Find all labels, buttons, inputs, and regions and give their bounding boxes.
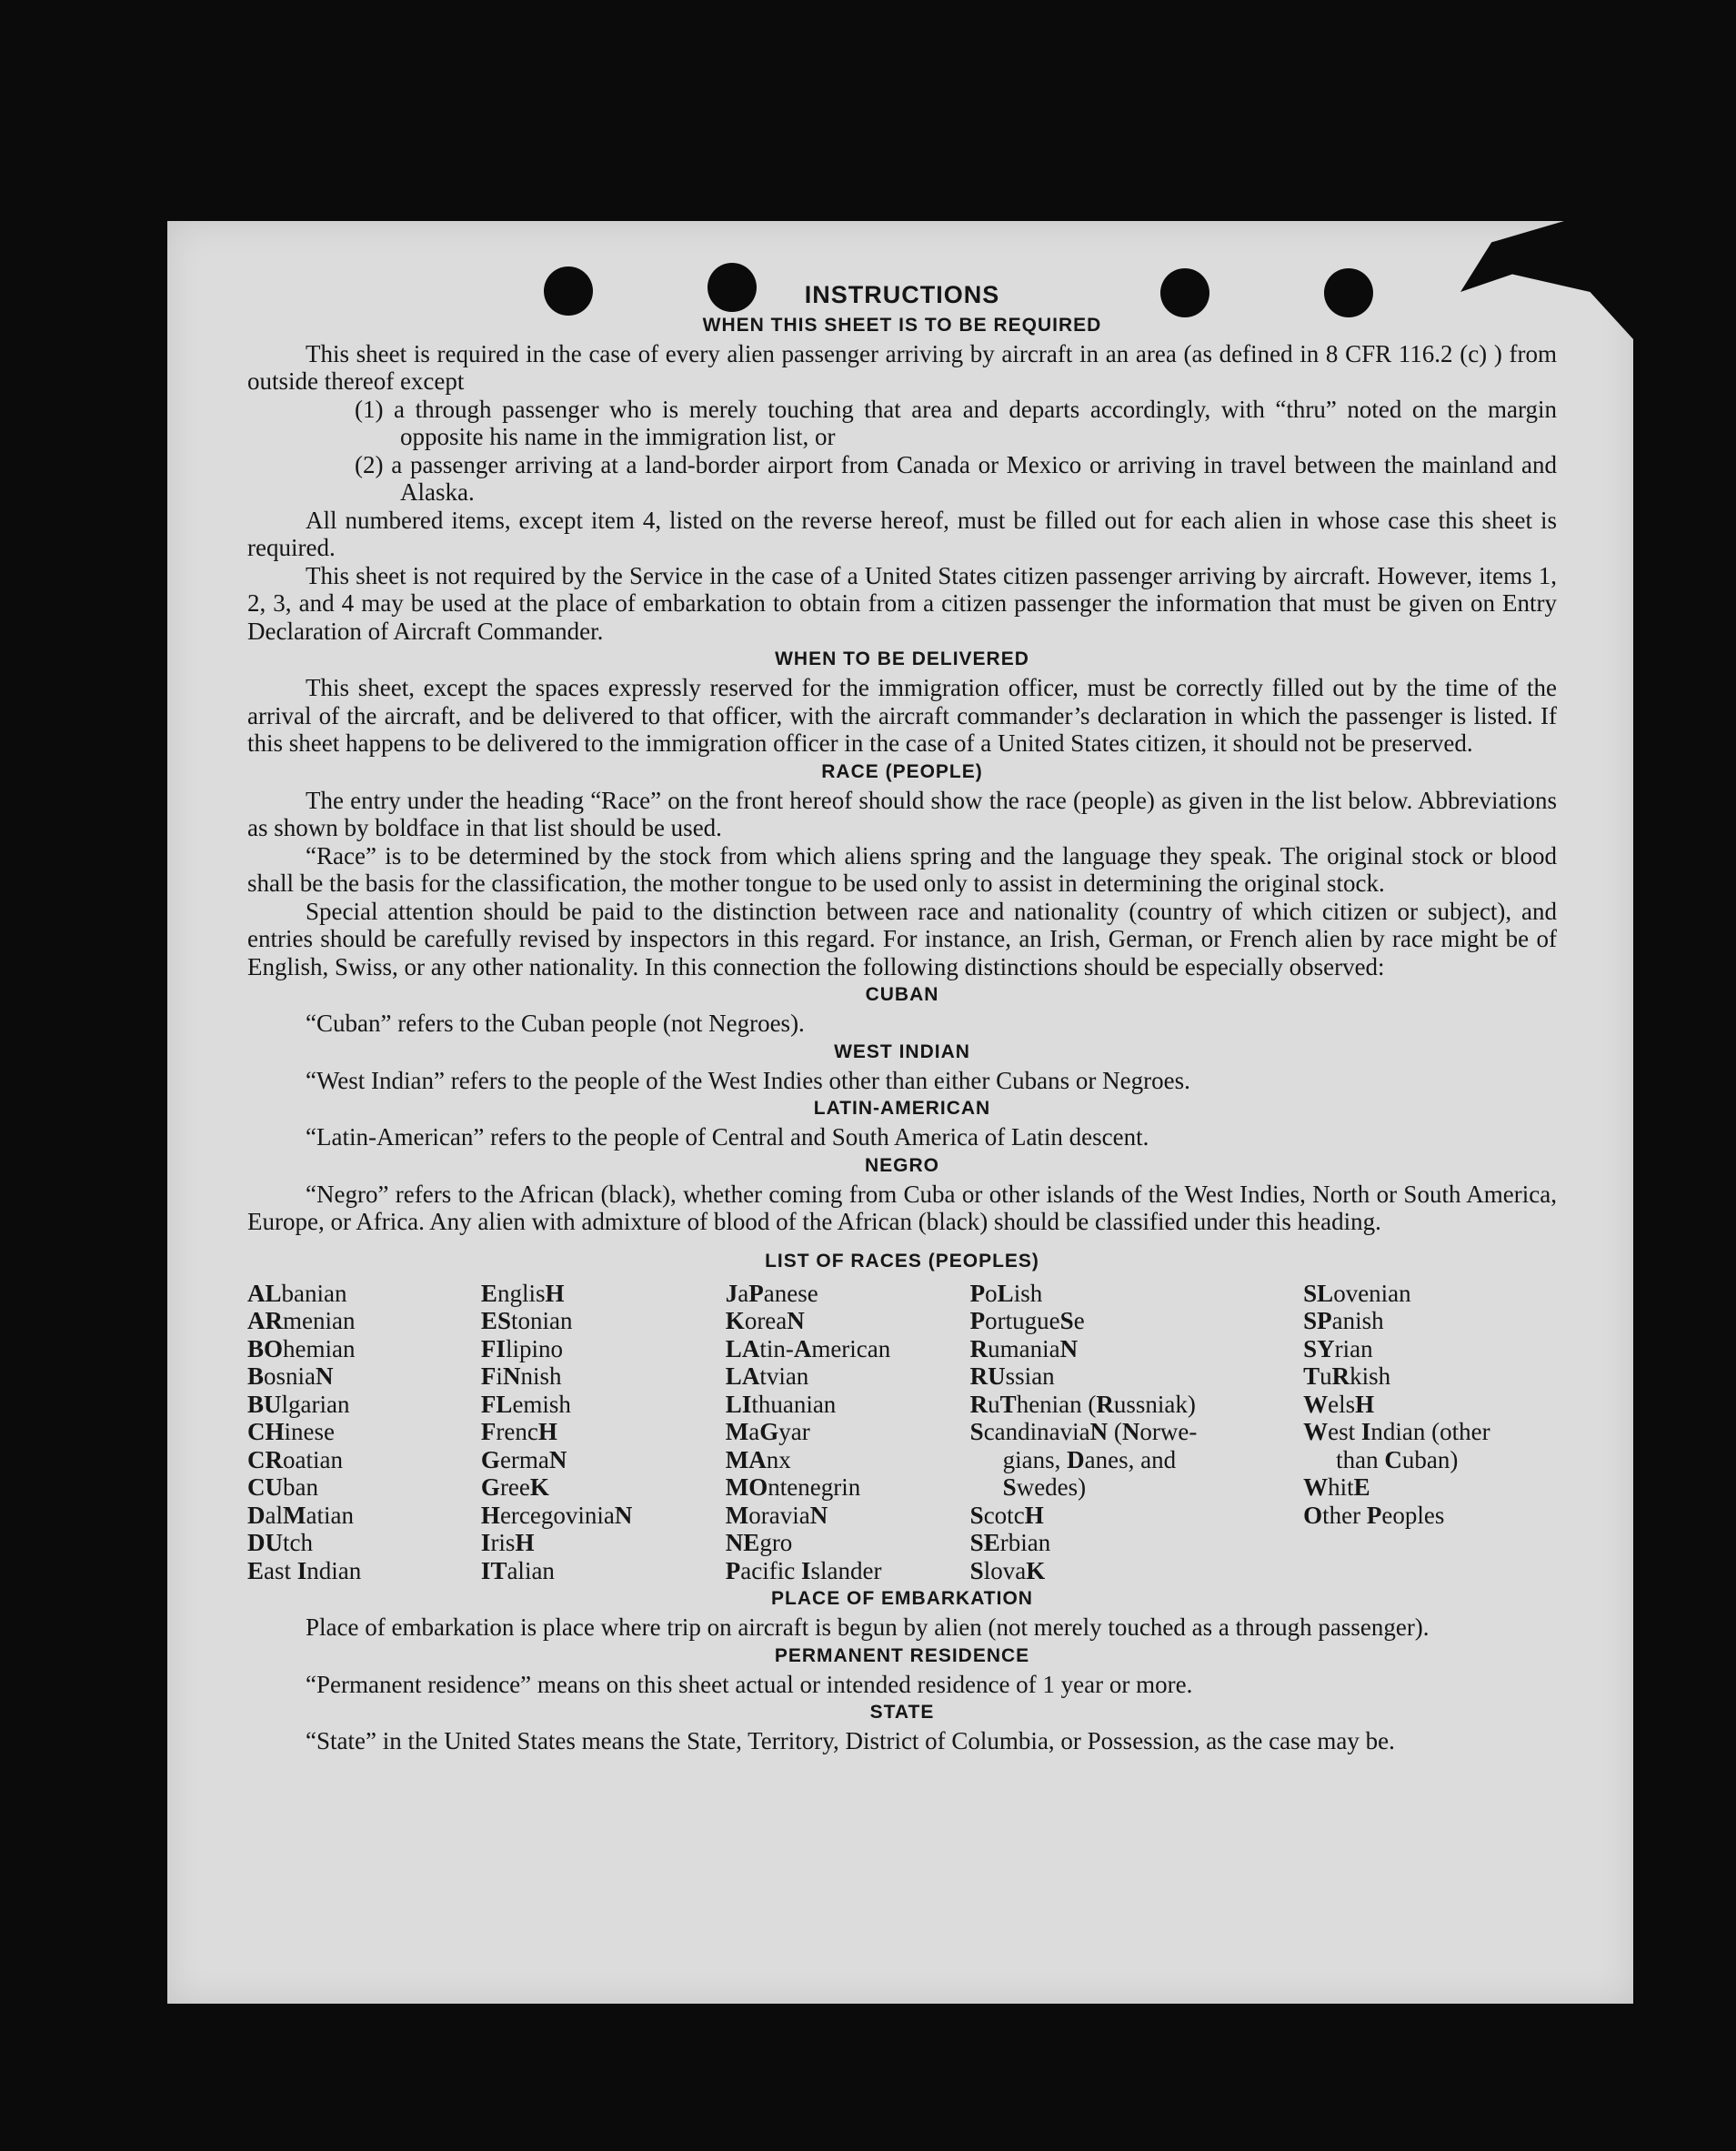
document-page: [167, 221, 1633, 2004]
para-negro: “Negro” refers to the African (black), whether coming from Cuba or other islands of the West Indies, North or South America, Europe, or Africa. Any alien with admixture of blood of the African (black) should be classified under this heading.: [247, 1180, 1557, 1235]
race-entry: SYrian: [1303, 1334, 1373, 1362]
race-entry: MAnx: [725, 1445, 791, 1473]
race-entry: SErbian: [969, 1529, 1051, 1556]
race-entry: FLemish: [480, 1390, 571, 1418]
race-entry: LAtin-American: [725, 1334, 891, 1362]
race-entry: LAtvian: [725, 1362, 809, 1390]
page-title: INSTRUCTIONS: [804, 281, 1000, 308]
race-entry: SPanish: [1303, 1307, 1384, 1334]
race-entry: KoreaN: [725, 1307, 805, 1334]
races-column-5: [1303, 1280, 1557, 1585]
races-list: [247, 1280, 1557, 1585]
race-entry: FrencH: [480, 1418, 557, 1445]
race-entry: BosniaN: [247, 1362, 334, 1390]
para-west-indian: “West Indian” refers to the people of the West Indies other than either Cubans or Negroes.: [306, 1066, 1190, 1094]
para-numbered-items: All numbered items, except item 4, listed on the reverse hereof, must be filled out for each alien in whose case this sheet is required.: [247, 506, 1557, 561]
race-entry: MaGyar: [725, 1418, 810, 1445]
race-entry: DUtch: [247, 1529, 313, 1556]
race-entry: than Cuban): [1336, 1445, 1459, 1473]
instructions-body: [247, 281, 1557, 1755]
race-entry: Swedes): [1002, 1473, 1087, 1501]
race-entry: ScandinaviaN (Norwe-: [969, 1418, 1198, 1445]
race-entry: BOhemian: [247, 1334, 356, 1362]
race-entry: LIthuanian: [725, 1390, 837, 1418]
race-entry: FiNnish: [480, 1362, 562, 1390]
race-entry: Pacific Islander: [725, 1556, 882, 1584]
race-entry: TuRkish: [1303, 1362, 1391, 1390]
race-entry: RuThenian (Russniak): [969, 1390, 1196, 1418]
heading-residence: PERMANENT RESIDENCE: [774, 1644, 1030, 1666]
race-entry: MoraviaN: [725, 1501, 828, 1529]
race-entry: PortugueSe: [969, 1307, 1085, 1334]
race-entry: West Indian (other: [1303, 1418, 1490, 1445]
para-residence: “Permanent residence” means on this sheet actual or intended residence of 1 year or more.: [306, 1670, 1193, 1698]
race-entry: HercegoviniaN: [480, 1501, 633, 1529]
para-race-3: Special attention should be paid to the distinction between race and nationality (country of which citizen or subject), and entries should be carefully revised by inspectors in this regard. For instance, an Irish, German, or French alien by race might be of English, Swiss, or any other nationality. In this connection the following distinctions should be especially observed:: [247, 897, 1557, 980]
race-entry: East Indian: [247, 1556, 362, 1584]
heading-cuban: CUBAN: [865, 984, 939, 1005]
heading-when-required: WHEN THIS SHEET IS TO BE REQUIRED: [702, 314, 1102, 336]
race-entry: ALbanian: [247, 1279, 347, 1307]
race-entry: GreeK: [480, 1473, 549, 1501]
race-entry: CUban: [247, 1473, 318, 1501]
race-entry: EStonian: [480, 1307, 573, 1334]
para-cuban: “Cuban” refers to the Cuban people (not Negroes).: [306, 1010, 805, 1037]
race-entry: MOntenegrin: [725, 1473, 861, 1501]
race-entry: EnglisH: [480, 1279, 565, 1307]
para-state: “State” in the United States means the State, Territory, District of Columbia, or Possession, as the case may be.: [306, 1727, 1395, 1754]
race-entry: RUssian: [969, 1362, 1055, 1390]
heading-latin-american: LATIN-AMERICAN: [813, 1098, 991, 1119]
race-entry: IrisH: [480, 1529, 535, 1556]
race-entry: WhitE: [1303, 1473, 1370, 1501]
race-entry: gians, Danes, and: [1002, 1445, 1177, 1473]
race-entry: FIlipino: [480, 1334, 563, 1362]
para-exception-1: (1) a through passenger who is merely touching that area and departs accordingly, with “thru” noted on the margin opposite his name in the immigration list, or: [355, 395, 1557, 450]
race-entry: ARmenian: [247, 1307, 356, 1334]
races-column-3: [726, 1280, 970, 1585]
heading-when-delivered: WHEN TO BE DELIVERED: [775, 648, 1029, 669]
heading-embarkation: PLACE OF EMBARKATION: [771, 1588, 1033, 1609]
race-entry: CHinese: [247, 1418, 335, 1445]
heading-state: STATE: [869, 1702, 935, 1723]
para-citizen: This sheet is not required by the Service in the case of a United States citizen passenger arriving by aircraft. However, items 1, 2, 3, and 4 may be used at the place of embarkation to obtain from a citizen passenger the information that must be given on Entry Declaration of Aircraft Commander.: [247, 561, 1557, 645]
race-entry: DalMatian: [247, 1501, 354, 1529]
race-entry: ITalian: [480, 1556, 555, 1584]
heading-west-indian: WEST INDIAN: [834, 1040, 970, 1062]
heading-negro: NEGRO: [864, 1154, 939, 1176]
heading-race: RACE (PEOPLE): [821, 760, 983, 782]
race-entry: RumaniaN: [969, 1334, 1079, 1362]
para-when-delivered: This sheet, except the spaces expressly reserved for the immigration officer, must be correctly filled out by the time of the arrival of the aircraft, and be delivered to that officer, with the aircraft commander’s declaration in which the passenger is listed. If this sheet happens to be delivered to the immigration officer in the case of a United States citizen, it should not be preserved.: [247, 674, 1557, 757]
race-entry: GermaN: [480, 1445, 567, 1473]
race-entry: BUlgarian: [247, 1390, 350, 1418]
para-race-2: “Race” is to be determined by the stock from which aliens spring and the language they speak. The original stock or blood shall be the basis for the classification, the mother tongue to be used only to assist in determining the original stock.: [247, 841, 1557, 897]
races-column-1: [247, 1280, 481, 1585]
race-entry: JaPanese: [725, 1279, 818, 1307]
races-column-4: [970, 1280, 1303, 1585]
race-entry: Other Peoples: [1303, 1501, 1445, 1529]
race-entry: NEgro: [725, 1529, 793, 1556]
heading-list-of-races: LIST OF RACES (PEOPLES): [765, 1250, 1039, 1272]
race-entry: ScotcH: [969, 1501, 1044, 1529]
races-column-2: [481, 1280, 726, 1585]
race-entry: SlovaK: [969, 1556, 1046, 1584]
race-entry: PoLish: [969, 1279, 1043, 1307]
para-when-required-intro: This sheet is required in the case of every alien passenger arriving by aircraft in an area (as defined in 8 CFR 116.2 (c) ) from outside thereof except: [247, 339, 1557, 395]
para-exception-2: (2) a passenger arriving at a land-border airport from Canada or Mexico or arriving in travel between the mainland and Alaska.: [355, 450, 1557, 506]
para-latin-american: “Latin-American” refers to the people of Central and South America of Latin descent.: [306, 1123, 1149, 1151]
race-entry: SLovenian: [1303, 1279, 1411, 1307]
para-race-1: The entry under the heading “Race” on the front hereof should show the race (people) as given in the list below. Abbreviations as shown by boldface in that list should be used.: [247, 786, 1557, 841]
race-entry: WelsH: [1303, 1390, 1375, 1418]
race-entry: CRoatian: [247, 1445, 343, 1473]
para-embarkation: Place of embarkation is place where trip on aircraft is begun by alien (not merely touched as a through passenger).: [306, 1613, 1430, 1641]
